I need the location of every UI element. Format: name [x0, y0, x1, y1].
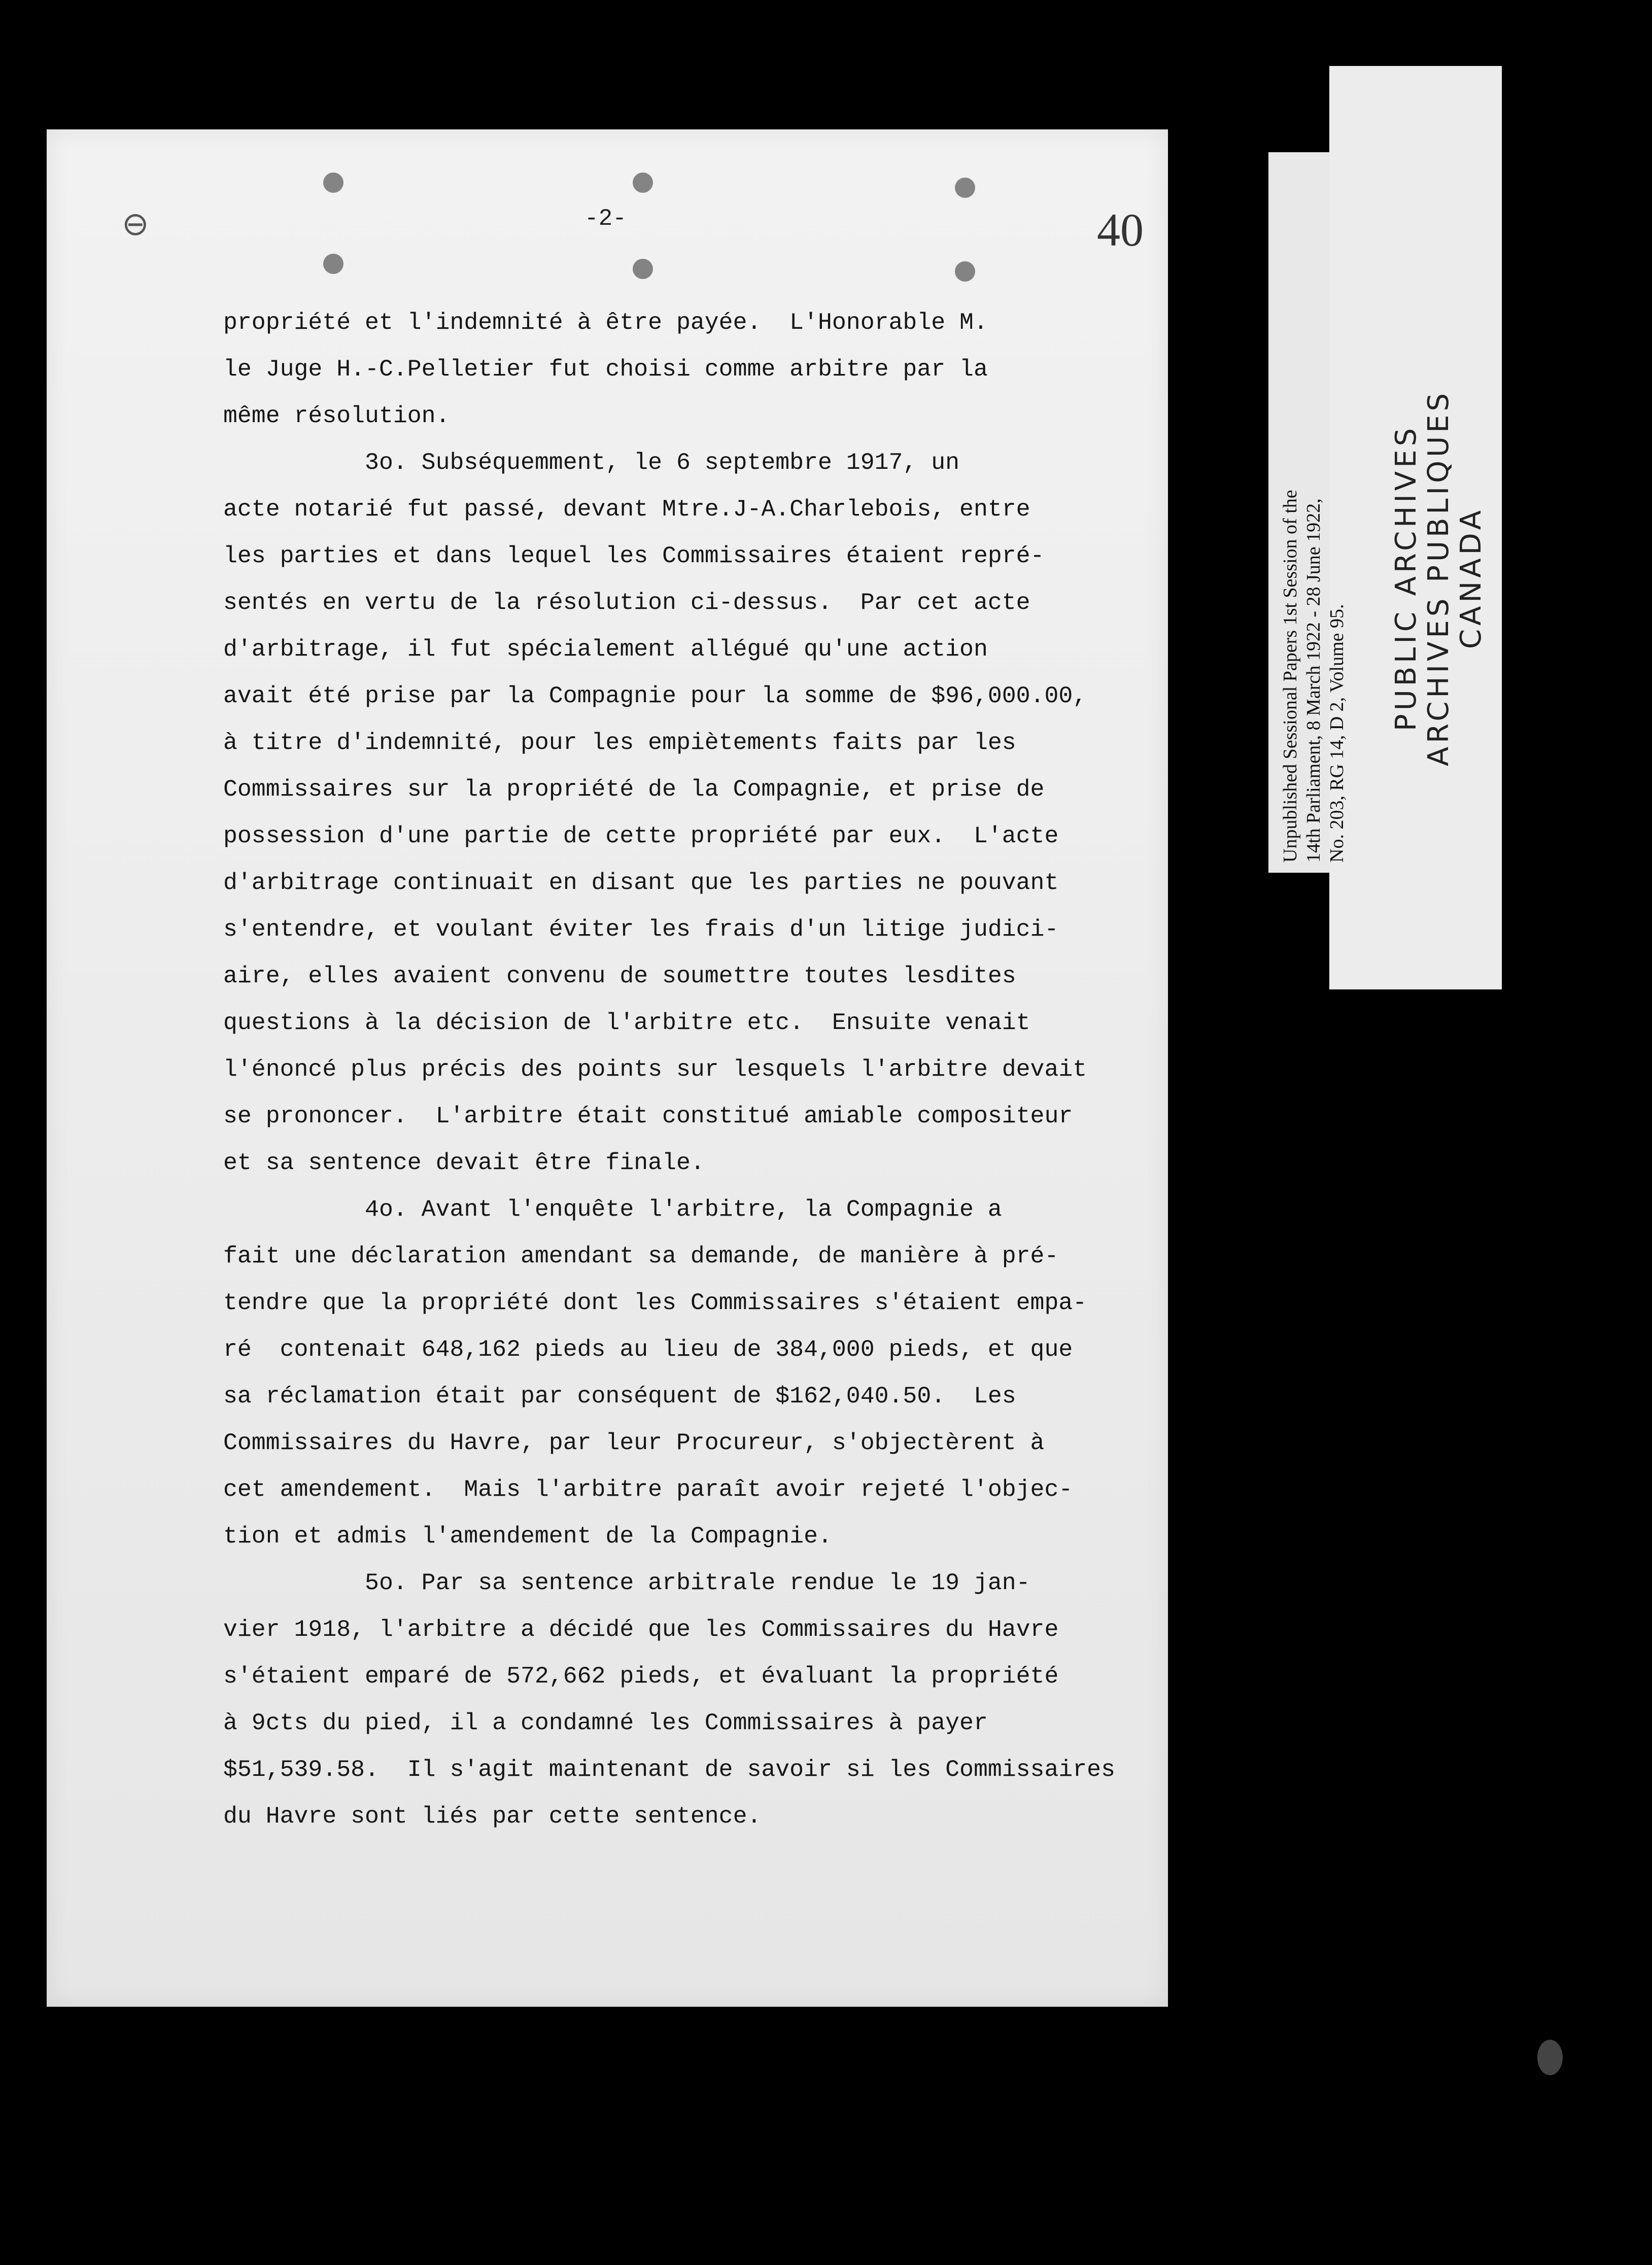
- punch-hole-icon: [955, 261, 975, 282]
- text-line: Commissaires sur la propriété de la Compagnie, et prise de: [223, 776, 1045, 803]
- text-line: se prononcer. L'arbitre était constitué amiable compositeur: [223, 1103, 1073, 1129]
- text-line: s'entendre, et voulant éviter les frais d'un litige judici-: [223, 916, 1059, 943]
- text-line: 5o. Par sa sentence arbitrale rendue le 19 jan-: [223, 1569, 1030, 1596]
- punch-hole-icon: [323, 173, 343, 193]
- text-line: le Juge H.-C.Pelletier fut choisi comme arbitre par la: [223, 356, 988, 383]
- text-line: $51,539.58. Il s'agit maintenant de savoir si les Commissaires: [223, 1756, 1115, 1783]
- text-line: 4o. Avant l'enquête l'arbitre, la Compagnie a: [223, 1196, 1002, 1223]
- text-line: Commissaires du Havre, par leur Procureur, s'objectèrent à: [223, 1429, 1045, 1456]
- text-line: possession d'une partie de cette propriété par eux. L'acte: [223, 822, 1059, 849]
- punch-hole-icon: [955, 178, 975, 198]
- text-line: 3o. Subséquemment, le 6 septembre 1917, un: [223, 449, 960, 476]
- page-number: -2-: [584, 205, 627, 232]
- text-line: à 9cts du pied, il a condamné les Commissaires à payer: [223, 1709, 988, 1736]
- folio-number: 40: [1097, 204, 1144, 256]
- text-line: à titre d'indemnité, pour les empiètements faits par les: [223, 729, 1016, 756]
- text-line: s'étaient emparé de 572,662 pieds, et évaluant la propriété: [223, 1663, 1059, 1690]
- text-line: aire, elles avaient convenu de soumettre toutes lesdites: [223, 963, 1016, 989]
- citation-line: No. 203, RG 14, D 2, Volume 95.: [1326, 604, 1348, 863]
- text-line: et sa sentence devait être finale.: [223, 1149, 705, 1176]
- stamp-line: ARCHIVES PUBLIQUES: [1422, 389, 1455, 766]
- text-line: du Havre sont liés par cette sentence.: [223, 1803, 762, 1830]
- text-line: tion et admis l'amendement de la Compagnie.: [223, 1523, 832, 1550]
- stamp-line: PUBLIC ARCHIVES: [1390, 424, 1423, 732]
- punch-hole-icon: [633, 173, 653, 193]
- text-line: cet amendement. Mais l'arbitre paraît avoir rejeté l'objec-: [223, 1476, 1073, 1503]
- text-line: d'arbitrage, il fut spécialement allégué qu'une action: [223, 636, 988, 663]
- circle-mark-icon: ⊖: [122, 205, 149, 243]
- text-line: acte notarié fut passé, devant Mtre.J-A.Charlebois, entre: [223, 496, 1030, 523]
- punch-hole-icon: [323, 254, 343, 274]
- text-line: d'arbitrage continuait en disant que les parties ne pouvant: [223, 869, 1059, 896]
- citation-line: Unpublished Sessional Papers 1st Session of the: [1280, 490, 1301, 863]
- text-line: propriété et l'indemnité à être payée. L'Honorable M.: [223, 309, 988, 336]
- text-line: ré contenait 648,162 pieds au lieu de 384,000 pieds, et que: [223, 1336, 1073, 1363]
- text-line: sa réclamation était par conséquent de $162,040.50. Les: [223, 1383, 1016, 1410]
- film-spot: [1537, 2040, 1563, 2075]
- typewritten-body: [223, 299, 1177, 1840]
- text-line: tendre que la propriété dont les Commissaires s'étaient empa-: [223, 1289, 1087, 1316]
- text-line: même résolution.: [223, 402, 450, 429]
- public-archives-stamp: [1390, 390, 1488, 766]
- punch-hole-icon: [633, 259, 653, 279]
- stamp-line: CANADA: [1455, 506, 1488, 649]
- text-line: les parties et dans lequel les Commissaires étaient repré-: [223, 542, 1045, 569]
- text-line: questions à la décision de l'arbitre etc. Ensuite venait: [223, 1009, 1030, 1036]
- text-line: fait une déclaration amendant sa demande, de manière à pré-: [223, 1243, 1059, 1269]
- archival-citation-note: [1279, 490, 1349, 863]
- citation-line: 14th Parliament, 8 March 1922 - 28 June 1922,: [1303, 498, 1324, 863]
- text-line: vier 1918, l'arbitre a décidé que les Commissaires du Havre: [223, 1616, 1059, 1643]
- text-line: avait été prise par la Compagnie pour la somme de $96,000.00,: [223, 682, 1087, 709]
- text-line: l'énoncé plus précis des points sur lesquels l'arbitre devait: [223, 1056, 1087, 1083]
- text-line: sentés en vertu de la résolution ci-dessus. Par cet acte: [223, 589, 1030, 616]
